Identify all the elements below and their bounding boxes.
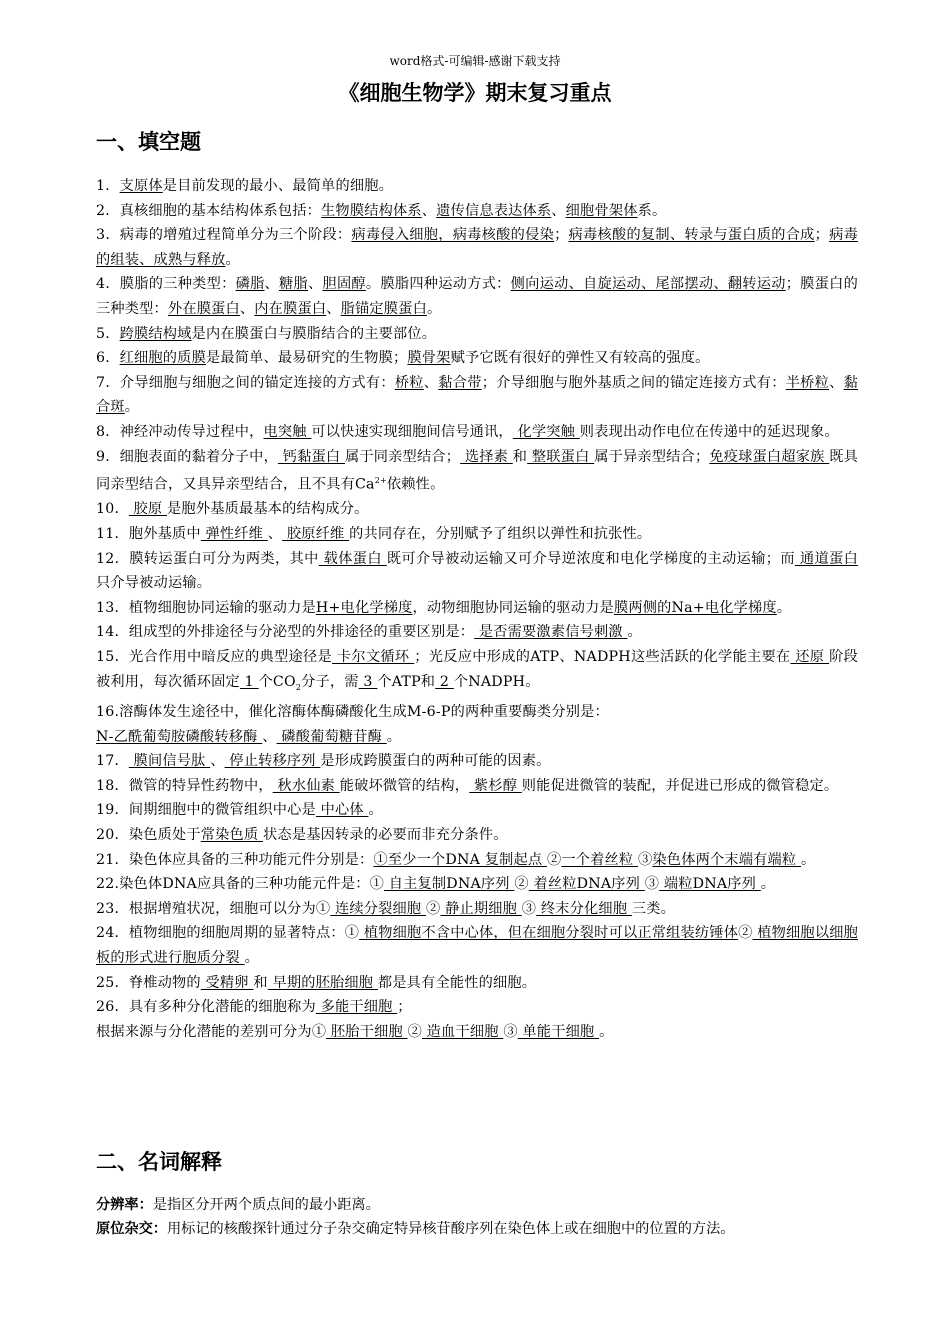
question-24: 24．植物细胞的细胞周期的显著特点：① 植物细胞不含中心体，但在细胞分裂时可以正常组装纺锤体② 植物细胞以细胞板的形式进行胞质分裂 。 [96,925,858,966]
definition-in-situ-hybridization: 原位杂交：用标记的核酸探针通过分子杂交确定特异核苷酸序列在染色体上或在细胞中的位置的方法。 [96,1221,735,1237]
question-13: 13．植物细胞协同运输的驱动力是H+电化学梯度，动物细胞协同运输的驱动力是膜两侧的Na+电化学梯度。 [96,599,792,616]
question-21: 21．染色体应具备的三种功能元件分别是：①至少一个DNA 复制起点 ②一个着丝粒 ③染色体两个末端有端粒 。 [96,851,816,868]
definitions-list [96,1193,866,1241]
question-25: 25．脊椎动物的 受精卵 和 早期的胚胎细胞 都是具有全能性的细胞。 [96,974,537,991]
question-4: 4．膜脂的三种类型：磷脂、糖脂、胆固醇。膜脂四种运动方式：侧向运动、自旋运动、尾部摆动、翻转运动；膜蛋白的三种类型：外在膜蛋白、内在膜蛋白、脂锚定膜蛋白。 [96,276,858,317]
question-10: 10． 胶原 是胞外基质最基本的结构成分。 [96,501,369,518]
question-15: 15．光合作用中暗反应的典型途径是 卡尔文循环 ；光反应中形成的ATP、NADPH这些活跃的化学能主要在 还原 阶段被利用，每次循环固定 1 个$CO_2$分子，需 3 个ATP和 2 个NADPH。 [96,649,858,692]
question-14: 14．组成型的外排途径与分泌型的外排途径的重要区别是： 是否需要激素信号刺激 。 [96,624,642,641]
question-19: 19．间期细胞中的微管组织中心是 中心体 。 [96,802,383,819]
question-6: 6．红细胞的质膜是最简单、最易研究的生物膜；膜骨架赋予它既有很好的弹性又有较高的强度。 [96,350,710,367]
definition-resolution: 分辨率：是指区分开两个质点间的最小距离。 [96,1197,380,1213]
question-1: 1．支原体是目前发现的最小、最简单的细胞。 [96,178,393,194]
question-8: 8．神经冲动传导过程中，电突触 可以快速实现细胞间信号通讯， 化学突触 则表现出动作电位在传递中的延迟现象。 [96,423,839,440]
question-9: 9．细胞表面的黏着分子中， 钙黏蛋白 属于同亲型结合； 选择素 和 整联蛋白 属于异亲型结合；免疫球蛋白超家族 既具同亲型结合，又具异亲型结合，且不具有$Ca^{2+}$依赖性。 [96,448,859,493]
question-26: 26．具有多种分化潜能的细胞称为 多能干细胞 ； [96,999,412,1016]
question-5: 5．跨膜结构域是内在膜蛋白与膜脂结合的主要部位。 [96,325,437,342]
question-3: 3．病毒的增殖过程简单分为三个阶段：病毒侵入细胞，病毒核酸的侵染；病毒核酸的复制、转录与蛋白质的合成；病毒的组装、成熟与释放。 [96,227,858,268]
section-heading-definitions: 二、名词解释 [96,1149,222,1174]
question-23: 23．根据增殖状况，细胞可以分为① 连续分裂细胞 ② 静止期细胞 ③ 终末分化细胞 三类。 [96,900,676,917]
question-18: 18．微管的特异性药物中， 秋水仙素 能破坏微管的结构， 紫杉醇 则能促进微管的装配，并促进已形成的微管稳定。 [96,777,839,794]
document-title: 《细胞生物学》期末复习重点 [338,80,612,105]
question-11: 11．胞外基质中 弹性纤维 、 胶原纤维 的共同存在，分别赋予了组织以弹性和抗张性。 [96,526,652,543]
question-12: 12．膜转运蛋白可分为两类，其中 载体蛋白 既可介导被动运输又可介导逆浓度和电化学梯度的主动运输；而 通道蛋白 只介导被动运输。 [96,550,858,592]
question-22: 22.染色体DNA应具备的三种功能元件是：① 自主复制DNA序列 ② 着丝粒DNA序列 ③ 端粒DNA序列 。 [96,876,776,893]
question-16: 16.溶酶体发生途径中，催化溶酶体酶磷酸化生成M-6-P的两种重要酶类分别是： N-乙酰葡萄胺磷酸转移酶 、 磷酸葡萄糖苷酶 。 [96,704,609,745]
fill-in-questions [96,174,858,1044]
question-2: 2．真核细胞的基本结构体系包括：生物膜结构体系、遗传信息表达体系、细胞骨架体系。 [96,202,667,219]
question-17: 17． 膜间信号肽 、 停止转移序列 是形成跨膜蛋白的两种可能的因素。 [96,753,551,770]
section-heading-fill-in: 一、填空题 [96,129,201,154]
question-26-continued: 根据来源与分化潜能的差别可分为① 胚胎干细胞 ② 造血干细胞 ③ 单能干细胞 。 [96,1023,614,1040]
question-20: 20．染色质处于常染色质 状态是基因转录的必要而非充分条件。 [96,827,508,843]
question-7: 7．介导细胞与细胞之间的锚定连接的方式有：桥粒、黏合带；介导细胞与胞外基质之间的锚定连接方式有：半桥粒、黏合斑。 [96,374,859,416]
header-note: word格式-可编辑-感谢下载支持 [389,54,561,68]
